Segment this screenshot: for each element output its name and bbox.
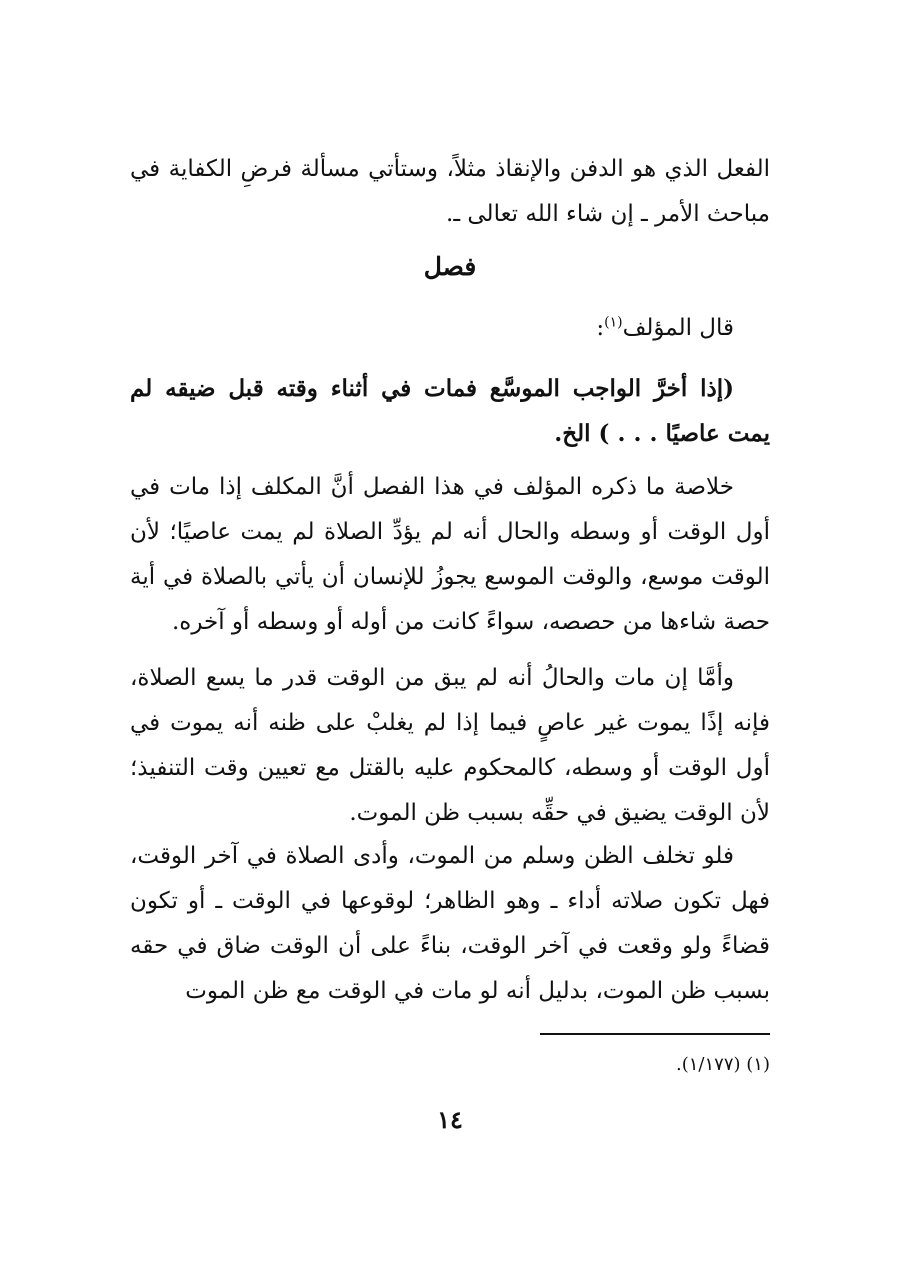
quoted-text: (إذا أخرَّ الواجب الموسَّع فمات في أثناء وقته قبل ضيقه لم يمت عاصيًا . . . ) الخ.: [130, 375, 770, 447]
body-paragraph-2: وأمَّا إن مات والحالُ أنه لم يبق من الوقت قدر ما يسع الصلاة، فإنه إذًا يموت غير عاصٍ فيما إذا لم يغلبْ على ظنه أنه يموت في أول الوقت أو وسطه، كالمحكوم عليه بالقتل مع تعيين وقت التنفيذ؛ لأن الوقت يضيق في حقِّه بسبب ظن الموت.: [130, 665, 770, 826]
footnote-reference: (١): [604, 314, 623, 331]
author-said-line: [130, 306, 770, 351]
intro-paragraph: الفعل الذي هو الدفن والإنقاذ مثلاً، وستأتي مسألة فرضِ الكفاية في مباحث الأمر ـ إن شاء الله تعالى ـ.: [130, 156, 770, 227]
footnote-divider: [540, 1033, 770, 1035]
author-said-text: قال المؤلف: [622, 315, 734, 341]
body-paragraph-1: خلاصة ما ذكره المؤلف في هذا الفصل أنَّ المكلف إذا مات في أول الوقت أو وسطه والحال أنه لم يؤدِّ الصلاة لم يمت عاصيًا؛ لأن الوقت موسع، والوقت الموسع يجوزُ للإنسان أن يأتي بالصلاة في أية حصة شاءها من حصصه، سواءً كانت من أوله أو وسطه أو آخره.: [130, 474, 770, 635]
author-said-colon: :: [596, 315, 605, 341]
section-heading: فصل: [423, 252, 477, 281]
body-paragraph-3: فلو تخلف الظن وسلم من الموت، وأدى الصلاة في آخر الوقت، فهل تكون صلاته أداء ـ وهو الظاهر؛ لوقوعها في الوقت ـ أو تكون قضاءً ولو وقعت في آخر الوقت، بناءً على أن الوقت ضاق في حقه بسبب ظن الموت، بدليل أنه لو مات في الوقت مع ظن الموت: [130, 843, 770, 1004]
page-number: ١٤: [437, 1105, 463, 1134]
footnote: (١) (١/١٧٧).: [676, 1054, 770, 1075]
